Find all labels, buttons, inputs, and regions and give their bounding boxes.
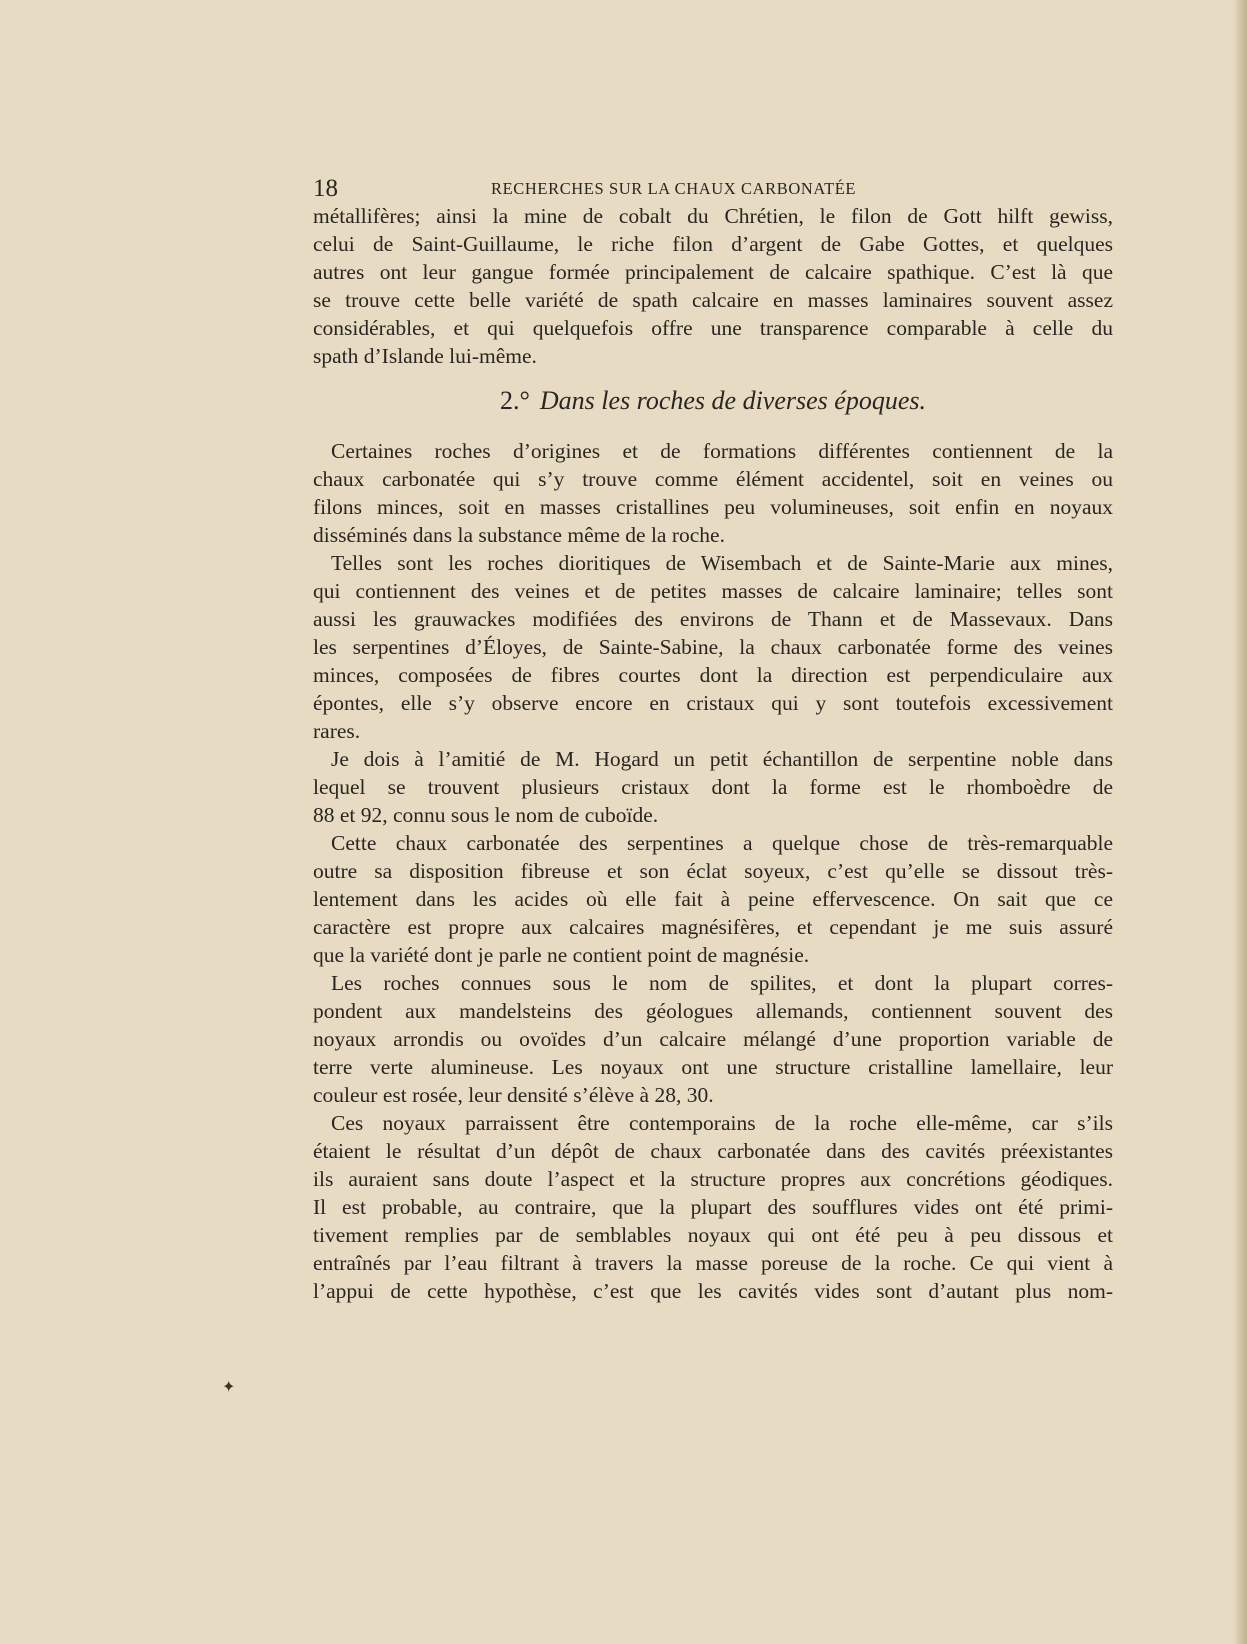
text-line: Cette chaux carbonatée des serpentines a quelque chose de très-remarquable: [331, 831, 1113, 855]
text-line: rares.: [313, 719, 361, 743]
text-line: métallifères; ainsi la mine de cobalt du Chrétien, le filon de Gott hilft gewiss,: [313, 204, 1113, 228]
paragraph: [313, 745, 1113, 829]
text-line: Les roches connues sous le nom de spilites, et dont la plupart corres-: [331, 971, 1113, 995]
text-line: lequel se trouvent plusieurs cristaux dont la forme est le rhomboèdre de: [313, 775, 1113, 799]
text-line: caractère est propre aux calcaires magnésifères, et cependant je me suis assuré: [313, 915, 1113, 939]
star-mark-icon: ✦: [222, 1379, 236, 1396]
text-line: entraînés par l’eau filtrant à travers la masse poreuse de la roche. Ce qui vient à: [313, 1251, 1113, 1275]
paragraph: [313, 437, 1113, 549]
text-line: filons minces, soit en masses cristallines peu volumineuses, soit enfin en noyaux: [313, 495, 1113, 519]
text-line: Certaines roches d’origines et de formations différentes contiennent de la: [331, 439, 1113, 463]
text-line: 88 et 92, connu sous le nom de cuboïde.: [313, 803, 659, 827]
paragraph: [313, 1109, 1113, 1305]
page-number: 18: [313, 175, 338, 202]
page-edge-shadow: [1233, 0, 1247, 1644]
text-line: terre verte alumineuse. Les noyaux ont une structure cristalline lamellaire, leur: [313, 1055, 1113, 1079]
paragraph: [313, 969, 1113, 1109]
text-line: pondent aux mandelsteins des géologues allemands, contiennent souvent des: [313, 999, 1113, 1023]
text-line: étaient le résultat d’un dépôt de chaux carbonatée dans des cavités préexistantes: [313, 1139, 1113, 1163]
text-line: Telles sont les roches dioritiques de Wisembach et de Sainte-Marie aux mines,: [331, 551, 1113, 575]
paragraph: [313, 202, 1113, 370]
text-line: ils auraient sans doute l’aspect et la structure propres aux concrétions géodiques.: [313, 1167, 1113, 1191]
text-line: noyaux arrondis ou ovoïdes d’un calcaire mélangé d’une proportion variable de: [313, 1027, 1113, 1051]
text-line: minces, composées de fibres courtes dont la direction est perpendiculaire aux: [313, 663, 1113, 687]
text-line: spath d’Islande lui-même.: [313, 344, 537, 368]
text-line: celui de Saint-Guillaume, le riche filon d’argent de Gabe Gottes, et quelques: [313, 232, 1113, 256]
text-line: autres ont leur gangue formée principalement de calcaire spathique. C’est là que: [313, 260, 1113, 284]
section-number: 2.°: [500, 386, 530, 415]
text-line: aussi les grauwackes modifiées des environs de Thann et de Massevaux. Dans: [313, 607, 1113, 631]
text-line: Ces noyaux parraissent être contemporains de la roche elle-même, car s’ils: [331, 1111, 1113, 1135]
text-line: Il est probable, au contraire, que la plupart des soufflures vides ont été primi-: [313, 1195, 1113, 1219]
body-text: [313, 202, 1113, 1305]
text-line: couleur est rosée, leur densité s’élève à 28, 30.: [313, 1083, 714, 1107]
text-line: disséminés dans la substance même de la roche.: [313, 523, 725, 547]
running-header: [313, 176, 923, 202]
text-line: les serpentines d’Éloyes, de Sainte-Sabine, la chaux carbonatée forme des veines: [313, 635, 1113, 659]
text-line: tivement remplies par de semblables noyaux qui ont été peu à peu dissous et: [313, 1223, 1113, 1247]
text-line: l’appui de cette hypothèse, c’est que les cavités vides sont d’autant plus nom-: [313, 1279, 1113, 1303]
section-title: Dans les roches de diverses époques.: [539, 386, 926, 415]
text-line: lentement dans les acides où elle fait à peine effervescence. On sait que ce: [313, 887, 1113, 911]
running-title: RECHERCHES SUR LA CHAUX CARBONATÉE: [491, 179, 857, 198]
text-line: outre sa disposition fibreuse et son éclat soyeux, c’est qu’elle se dissout très-: [313, 859, 1113, 883]
paragraph: [313, 549, 1113, 745]
text-line: chaux carbonatée qui s’y trouve comme élément accidentel, soit en veines ou: [313, 467, 1113, 491]
text-line: épontes, elle s’y observe encore en cristaux qui y sont toutefois excessivement: [313, 691, 1113, 715]
section-heading: [313, 379, 1113, 423]
paragraph: [313, 829, 1113, 969]
text-line: se trouve cette belle variété de spath calcaire en masses laminaires souvent assez: [313, 288, 1113, 312]
text-line: Je dois à l’amitié de M. Hogard un petit échantillon de serpentine noble dans: [331, 747, 1113, 771]
text-line: considérables, et qui quelquefois offre une transparence comparable à celle du: [313, 316, 1113, 340]
text-line: que la variété dont je parle ne contient point de magnésie.: [313, 943, 810, 967]
text-line: qui contiennent des veines et de petites masses de calcaire laminaire; telles sont: [313, 579, 1113, 603]
